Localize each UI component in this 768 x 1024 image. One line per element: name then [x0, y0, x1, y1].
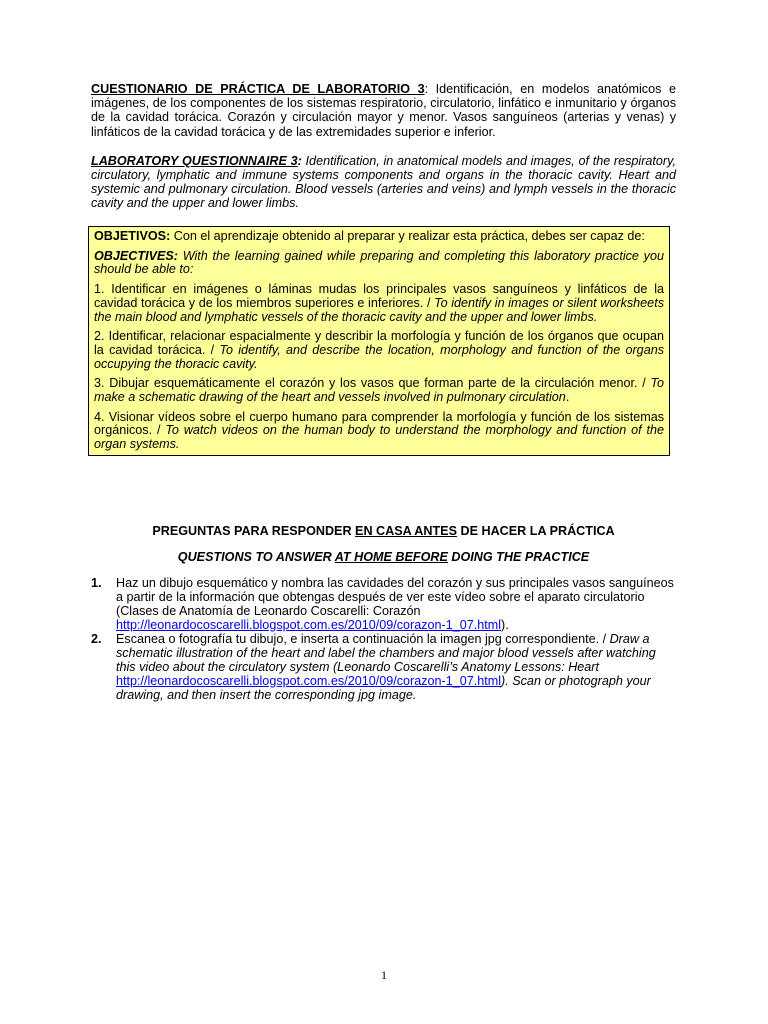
document-page [91, 82, 676, 702]
question-1-after-link: ). [501, 618, 509, 632]
questions-heading-es-pre: PREGUNTAS PARA RESPONDER [152, 524, 356, 538]
objective-item-3-es: 3. Dibujar esquemáticamente el corazón y los vasos que forman parte de la circulación menor. / [94, 376, 651, 391]
objectives-english [94, 250, 664, 277]
question-item-1 [91, 576, 676, 632]
questions-heading-en-pre: QUESTIONS TO ANSWER [177, 550, 335, 564]
objective-item-1-es: 1. Identificar en imágenes o láminas mudas los principales vasos sanguíneos y linfáticos de la cavidad torácica y de los miembros superiores e inferiores. / [94, 282, 664, 310]
page-number: 1 [381, 968, 387, 982]
question-1-link[interactable]: http://leonardocoscarelli.blogspot.com.es/2010/09/corazon-1_07.html [116, 618, 502, 632]
intro-spanish-text: Identificación, en modelos anatómicos e imágenes, de los componentes de los sistemas respiratorio, circulatorio, linfático e inmunitario y órganos de la cavidad torácica. Corazón y circulación mayor y menor. Vasos sanguíneos (arterias y venas) y linfáticos de la cavidad torácica y de las extremidades superior e inferior. [91, 82, 676, 139]
questions-heading-es-post: DE HACER LA PRÁCTICA [456, 524, 615, 538]
intro-english [91, 154, 676, 211]
objective-item-3-en: To make a schematic drawing of the heart and vessels involved in pulmonary circulation [94, 376, 664, 405]
objective-item-3 [94, 377, 664, 404]
objectives-english-text: With the learning gained while preparing and completing this laboratory practice you should be able to: [94, 248, 664, 277]
question-number-2: 2. [91, 632, 102, 646]
questions-heading-en-post: DOING THE PRACTICE [447, 550, 590, 564]
objective-item-1-en: To identify in images or silent worksheets the main blood and lymphatic vessels of the thoracic cavity and the upper and lower limbs. [94, 295, 664, 324]
objective-item-4 [94, 411, 664, 452]
question-number-1: 1. [91, 576, 102, 590]
objective-item-2 [94, 330, 664, 371]
questions-heading-es-underlined: EN CASA ANTES [355, 524, 457, 538]
intro-english-text: Identification, in anatomical models and images, of the respiratory, circulatory, lymphatic and immune systems components and organs in the thoracic cavity. Heart and systemic and pulmonary circulation. Blood vessels (arteries and veins) and lymph vessels in the thoracic cavity and the upper and lower limbs. [91, 153, 676, 211]
objective-item-2-es: 2. Identificar, relacionar espacialmente y describir la morfología y función de los órganos que ocupan la cavidad torácica. / [94, 329, 664, 357]
question-item-2 [91, 632, 676, 702]
question-2-text-en: Draw a schematic illustration of the heart and label the chambers and major blood vessels after watching this video about the circulatory system (Leonardo Coscarelli’s Anatomy Lessons: Heart [116, 632, 656, 674]
question-2-link[interactable]: http://leonardocoscarelli.blogspot.com.es/2010/09/corazon-1_07.html [116, 674, 502, 688]
intro-spanish-heading: CUESTIONARIO DE PRÁCTICA DE LABORATORIO 3 [91, 82, 425, 96]
questions-list [91, 576, 676, 702]
questions-heading-english [91, 550, 676, 564]
objectives-spanish-text: Con el aprendizaje obtenido al preparar y realizar esta práctica, debes ser capaz de: [170, 229, 645, 243]
questions-heading-en-underlined: AT HOME BEFORE [334, 550, 448, 564]
intro-english-heading: LABORATORY QUESTIONNAIRE 3 [91, 153, 298, 168]
objective-item-3-tail: . [565, 390, 570, 405]
questions-heading-spanish [91, 524, 676, 538]
objectives-box [88, 226, 670, 456]
objectives-spanish-label: OBJETIVOS: [94, 229, 171, 243]
question-2-after-link: ). Scan or photograph your drawing, and then insert the corresponding jpg image. [116, 674, 651, 702]
intro-english-separator: : [297, 153, 302, 168]
intro-spanish [91, 82, 676, 139]
objective-item-4-es: 4. Visionar vídeos sobre el cuerpo humano para comprender la morfología y función de los sistemas orgánicos. / [94, 409, 664, 438]
intro-spanish-separator: : [424, 82, 429, 96]
objective-item-2-en: To identify, and describe the location, morphology and function of the organs occupying the thoracic cavity. [94, 342, 664, 371]
objective-item-4-en: To watch videos on the human body to understand the morphology and function of the organ systems. [94, 423, 664, 452]
question-2-text-es: Escanea o fotografía tu dibujo, e inserta a continuación la imagen jpg correspondiente. / [116, 632, 610, 646]
objective-item-1 [94, 283, 664, 324]
objectives-spanish [94, 230, 664, 244]
question-1-text: Haz un dibujo esquemático y nombra las cavidades del corazón y sus principales vasos sanguíneos a partir de la información que obtengas después de ver este vídeo sobre el aparato circulatorio (Clases de Anatomía de Leonardo Coscarelli: Corazón [116, 576, 674, 618]
objectives-english-label: OBJECTIVES: [94, 248, 178, 263]
